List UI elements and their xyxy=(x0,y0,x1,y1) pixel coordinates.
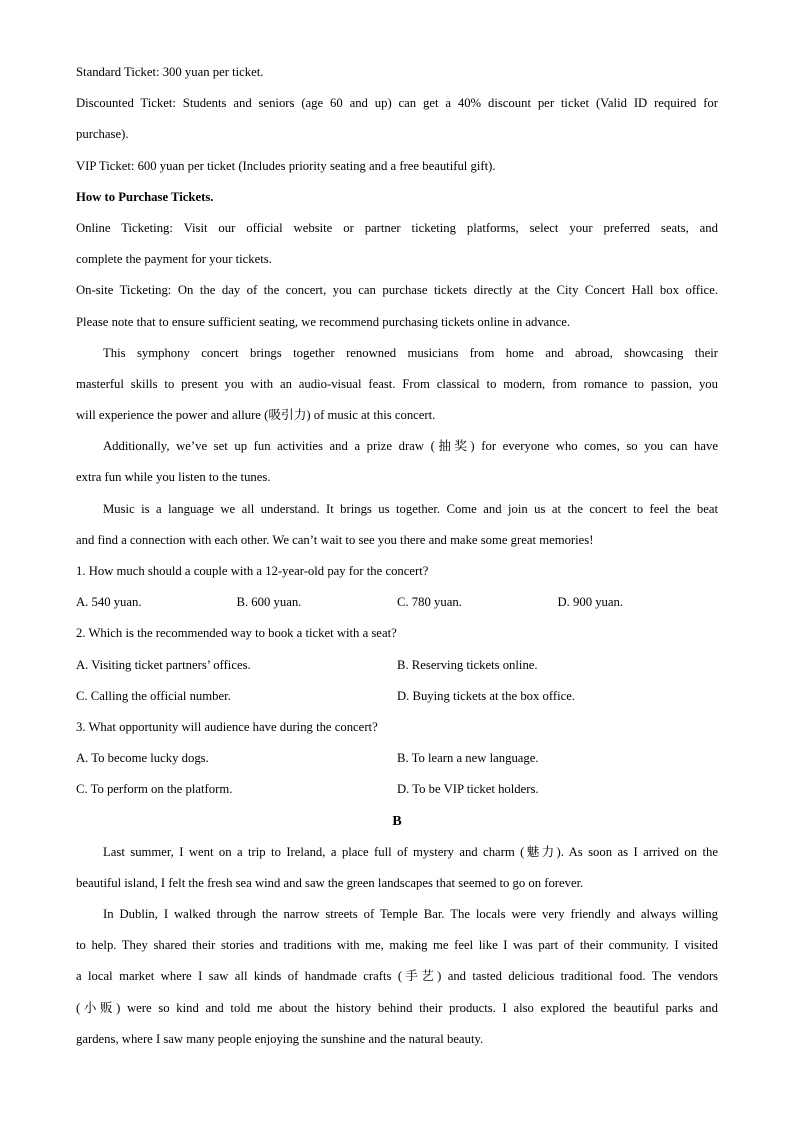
paragraph-line: masterful skills to present you with an audio-visual feast. From classical to modern, from romance to passion, you xyxy=(76,376,718,391)
question-options xyxy=(76,650,718,681)
option-c[interactable]: C. To perform on the platform. xyxy=(76,782,233,797)
discounted-ticket-line-cont: purchase). xyxy=(76,127,129,142)
document-page xyxy=(76,57,718,1055)
standard-ticket-line: Standard Ticket: 300 yuan per ticket. xyxy=(76,65,264,79)
option-c[interactable]: C. Calling the official number. xyxy=(76,688,231,703)
paragraph-line: and find a connection with each other. We can’t wait to see you there and make some great memories! xyxy=(76,532,594,547)
question-stem: 3. What opportunity will audience have during the concert? xyxy=(76,719,378,734)
discounted-ticket-line: Discounted Ticket: Students and seniors (age 60 and up) can get a 40% discount per ticket (Valid ID required for xyxy=(76,96,718,111)
option-b[interactable]: B. Reserving tickets online. xyxy=(397,657,538,672)
paragraph-line: will experience the power and allure (吸引力) of music at this concert. xyxy=(76,408,436,423)
question-options xyxy=(76,587,718,618)
question-options xyxy=(76,681,718,712)
vip-ticket-line: VIP Ticket: 600 yuan per ticket (Includes priority seating and a free beautiful gift). xyxy=(76,158,496,173)
purchase-heading: How to Purchase Tickets. xyxy=(76,189,214,204)
question-options xyxy=(76,743,718,774)
paragraph-line: a local market where I saw all kinds of handmade crafts (手艺) and tasted delicious traditional food. The vendors xyxy=(76,969,718,984)
onsite-ticketing-line-cont: Please note that to ensure sufficient seating, we recommend purchasing tickets online in advance. xyxy=(76,314,571,329)
option-d[interactable]: D. Buying tickets at the box office. xyxy=(397,688,576,703)
paragraph-line: Last summer, I went on a trip to Ireland, a place full of mystery and charm (魅力). As soon as I arrived on the xyxy=(103,844,718,859)
option-a[interactable]: A. 540 yuan. xyxy=(76,595,142,610)
paragraph-line: gardens, where I saw many people enjoying the sunshine and the natural beauty. xyxy=(76,1031,484,1046)
section-b-heading: B xyxy=(392,813,402,829)
paragraph-line: to help. They shared their stories and traditions with me, making me feel like I was part of their community. I visited xyxy=(76,938,718,953)
online-ticketing-line-cont: complete the payment for your tickets. xyxy=(76,252,272,267)
option-d[interactable]: D. To be VIP ticket holders. xyxy=(397,782,539,797)
paragraph-line: This symphony concert brings together renowned musicians from home and abroad, showcasing their xyxy=(103,345,718,360)
option-a[interactable]: A. To become lucky dogs. xyxy=(76,751,209,766)
option-c[interactable]: C. 780 yuan. xyxy=(397,595,462,610)
paragraph-line: In Dublin, I walked through the narrow streets of Temple Bar. The locals were very friendly and always willing xyxy=(103,907,718,922)
paragraph-line: beautiful island, I felt the fresh sea wind and saw the green landscapes that seemed to go on forever. xyxy=(76,875,584,890)
online-ticketing-line: Online Ticketing: Visit our official website or partner ticketing platforms, select your preferred seats, and xyxy=(76,220,718,235)
paragraph-line: Additionally, we’ve set up fun activities and a prize draw (抽奖) for everyone who comes, so you can have xyxy=(103,439,718,454)
option-a[interactable]: A. Visiting ticket partners’ offices. xyxy=(76,657,251,672)
option-b[interactable]: B. 600 yuan. xyxy=(236,595,302,610)
question-stem: 1. How much should a couple with a 12-year-old pay for the concert? xyxy=(76,564,429,578)
onsite-ticketing-line: On-site Ticketing: On the day of the concert, you can purchase tickets directly at the City Concert Hall box office. xyxy=(76,283,718,298)
question-stem: 2. Which is the recommended way to book a ticket with a seat? xyxy=(76,626,397,641)
option-b[interactable]: B. To learn a new language. xyxy=(397,751,539,766)
paragraph-line: extra fun while you listen to the tunes. xyxy=(76,470,271,485)
option-d[interactable]: D. 900 yuan. xyxy=(557,595,624,610)
question-options xyxy=(76,774,718,805)
paragraph-line: Music is a language we all understand. It brings us together. Come and join us at the concert to feel the beat xyxy=(103,501,718,516)
paragraph-line: (小贩) were so kind and told me about the history behind their products. I also explored the beautiful parks and xyxy=(76,1000,718,1015)
